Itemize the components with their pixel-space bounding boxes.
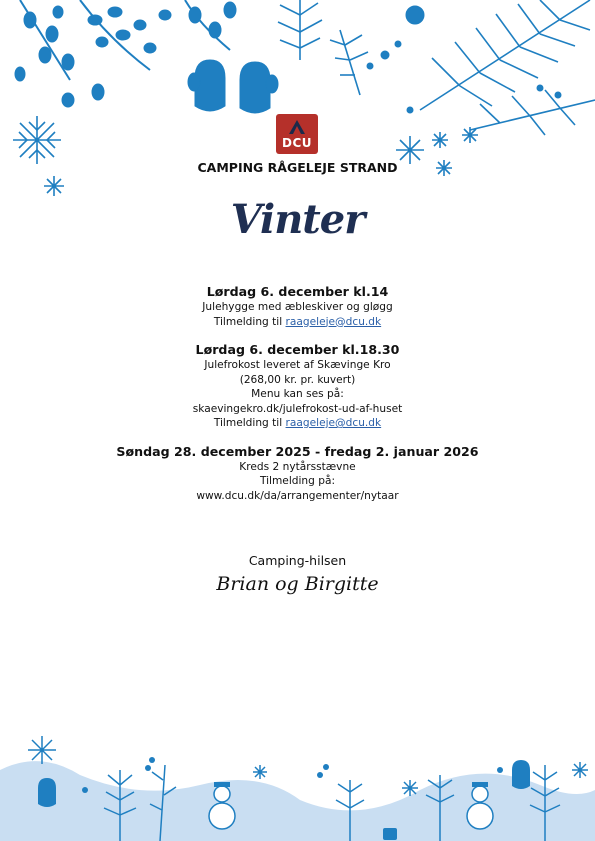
event-signup — [40, 416, 555, 431]
signup-prefix: Tilmelding til — [213, 315, 286, 328]
tent-icon — [289, 120, 305, 134]
signup-email-link[interactable]: raageleje@dcu.dk — [285, 417, 382, 429]
winter-bottom-decoration — [0, 730, 595, 841]
signup-email-link[interactable]: raageleje@dcu.dk — [285, 315, 382, 328]
dcu-logo — [276, 114, 318, 154]
signature: Brian og Birgitte — [216, 573, 379, 595]
signup-prefix: Tilmelding til — [213, 417, 286, 429]
site-name: CAMPING RÅGELEJE STRAND — [197, 160, 398, 175]
event-heading: Søndag 28. december 2025 - fredag 2. januar 2026 — [116, 443, 479, 459]
event-item — [40, 341, 555, 431]
event-heading: Lørdag 6. december kl.18.30 — [195, 342, 400, 357]
event-line: Tilmelding på: — [259, 475, 336, 487]
event-item — [40, 443, 555, 504]
event-signup — [40, 315, 555, 330]
event-item — [40, 283, 555, 329]
event-line: skaevingekro.dk/julefrokost-ud-af-huset — [192, 402, 403, 415]
event-line: Menu kan ses på: — [251, 388, 344, 400]
event-heading: Lørdag 6. december kl.14 — [206, 284, 389, 299]
logo-text: DCU — [281, 136, 312, 150]
season-title: Vinter — [230, 196, 365, 243]
event-line: (268,00 kr. pr. kuvert) — [239, 373, 356, 386]
event-line: Julefrokost leveret af Skævinge Kro — [204, 359, 391, 371]
event-line: Kreds 2 nytårsstævne — [239, 460, 356, 473]
event-list — [40, 283, 555, 515]
greeting: Camping-hilsen — [248, 553, 347, 568]
event-line: Julehygge med æbleskiver og gløgg — [202, 301, 393, 313]
event-line: www.dcu.dk/da/arrangementer/nytaar — [196, 489, 399, 502]
